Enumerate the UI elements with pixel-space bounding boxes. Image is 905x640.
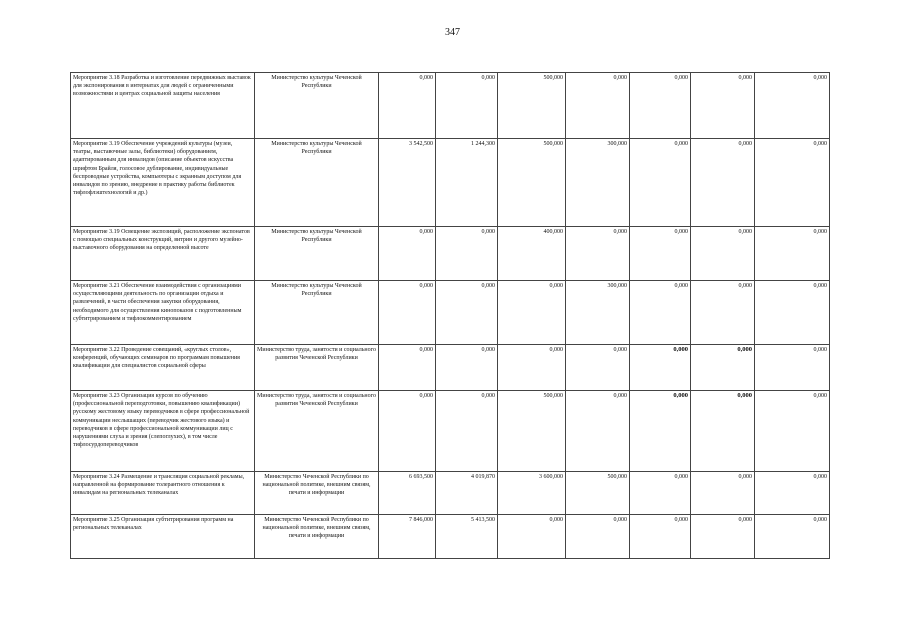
value-cell: 0,000 [566, 227, 630, 281]
value-cell: 0,000 [630, 281, 691, 345]
value-cell: 0,000 [755, 73, 830, 139]
value-cell: 0,000 [498, 515, 566, 559]
table-row [71, 515, 830, 559]
activity-description: Мероприятие 3.22 Проведение совещаний, «круглых столов», конференций, обучающих семинаров по программам повышения квалификации для специалистов социальной сферы [71, 345, 255, 391]
value-cell: 0,000 [436, 281, 498, 345]
responsible-organization: Министерство труда, занятости и социального развития Чеченской Республики [255, 391, 379, 472]
value-cell: 0,000 [755, 345, 830, 391]
value-cell: 0,000 [379, 391, 436, 472]
value-cell: 0,000 [691, 472, 755, 515]
table-row [71, 73, 830, 139]
program-activities-table [70, 72, 830, 559]
value-cell: 400,000 [498, 227, 566, 281]
value-cell: 500,000 [566, 472, 630, 515]
value-cell: 0,000 [436, 227, 498, 281]
value-cell: 0,000 [630, 515, 691, 559]
value-cell: 6 693,500 [379, 472, 436, 515]
value-cell: 0,000 [691, 345, 755, 391]
value-cell: 300,000 [566, 281, 630, 345]
value-cell: 0,000 [691, 281, 755, 345]
page-number: 347 [445, 27, 460, 38]
value-cell: 0,000 [379, 345, 436, 391]
activity-description: Мероприятие 3.24 Размещение и трансляция социальной рекламы, направленной на формирование толерантного отношения к инвалидам на региональных телеканалах [71, 472, 255, 515]
value-cell: 0,000 [755, 281, 830, 345]
value-cell: 0,000 [379, 281, 436, 345]
activity-description: Мероприятие 3.18 Разработка и изготовление передвижных выставок для экспонирования в интернатах для людей с ограниченными возможностями и центрах социальной защиты населения [71, 73, 255, 139]
value-cell: 0,000 [691, 227, 755, 281]
responsible-organization: Министерство культуры Чеченской Республики [255, 139, 379, 227]
value-cell: 0,000 [566, 345, 630, 391]
responsible-organization: Министерство культуры Чеченской Республики [255, 227, 379, 281]
value-cell: 500,000 [498, 139, 566, 227]
value-cell: 0,000 [630, 73, 691, 139]
table-row [71, 227, 830, 281]
value-cell: 0,000 [436, 73, 498, 139]
value-cell: 0,000 [566, 391, 630, 472]
responsible-organization: Министерство Чеченской Республики по национальной политике, внешним связям, печати и информации [255, 472, 379, 515]
value-cell: 0,000 [691, 139, 755, 227]
value-cell: 0,000 [755, 472, 830, 515]
value-cell: 0,000 [755, 515, 830, 559]
value-cell: 500,000 [498, 391, 566, 472]
activity-description: Мероприятие 3.19 Обеспечение учреждений культуры (музеи, театры, выставочные залы, библиотеки) оборудованием, адаптированным для инвалидов (описание объектов искусства шрифтом Брайля, голосовое дублирование, индивидуальные беспроводные устройства, компьютеры с экранным доступом для инвалидов по зрению, внедрение в практику работы библиотек тифлофлэштехнологий и др.) [71, 139, 255, 227]
table-row [71, 345, 830, 391]
responsible-organization: Министерство культуры Чеченской Республики [255, 73, 379, 139]
value-cell: 0,000 [498, 281, 566, 345]
value-cell: 0,000 [691, 391, 755, 472]
value-cell: 0,000 [691, 515, 755, 559]
value-cell: 0,000 [436, 391, 498, 472]
value-cell: 0,000 [691, 73, 755, 139]
value-cell: 0,000 [630, 345, 691, 391]
value-cell: 500,000 [498, 73, 566, 139]
value-cell: 0,000 [630, 227, 691, 281]
table-row [71, 391, 830, 472]
value-cell: 0,000 [566, 515, 630, 559]
value-cell: 3 600,000 [498, 472, 566, 515]
value-cell: 0,000 [498, 345, 566, 391]
activity-description: Мероприятие 3.23 Организация курсов по обучению (профессиональной переподготовки, повышению квалификации) русскому жестовому языку переводчиков в сфере профессиональной коммуникации неслышащих (переводчик жестового языка) и переводчиков в сфере профессиональной коммуникации лиц с нарушениями слуха и зрения (слепоглухих), в том числе тифлосурдопереводчиков [71, 391, 255, 472]
value-cell: 0,000 [630, 139, 691, 227]
value-cell: 4 019,870 [436, 472, 498, 515]
value-cell: 1 244,300 [436, 139, 498, 227]
value-cell: 3 542,500 [379, 139, 436, 227]
value-cell: 5 413,500 [436, 515, 498, 559]
value-cell: 7 846,000 [379, 515, 436, 559]
value-cell: 0,000 [379, 227, 436, 281]
activity-description: Мероприятие 3.25 Организация субтитрирования программ на региональных телеканалах [71, 515, 255, 559]
value-cell: 0,000 [630, 472, 691, 515]
value-cell: 0,000 [379, 73, 436, 139]
value-cell: 0,000 [566, 73, 630, 139]
responsible-organization: Министерство Чеченской Республики по национальной политике, внешним связям, печати и информации [255, 515, 379, 559]
value-cell: 0,000 [755, 391, 830, 472]
value-cell: 0,000 [436, 345, 498, 391]
table-row [71, 139, 830, 227]
activity-description: Мероприятие 3.21 Обеспечение взаимодействия с организациями осуществляющими деятельность по организации отдыха и развлечений, в части обеспечения закупки оборудования, необходимого для осуществления кинопоказов с подготовленным субтитрированием и тифлокомментированием [71, 281, 255, 345]
responsible-organization: Министерство труда, занятости и социального развития Чеченской Республики [255, 345, 379, 391]
activity-description: Мероприятие 3.19 Освещение экспозиций, расположение экспонатов с помощью специальных конструкций, витрин и другого музейно-выставочного оборудования на определенной высоте [71, 227, 255, 281]
responsible-organization: Министерство культуры Чеченской Республики [255, 281, 379, 345]
table-row [71, 472, 830, 515]
value-cell: 0,000 [755, 227, 830, 281]
value-cell: 0,000 [630, 391, 691, 472]
value-cell: 0,000 [755, 139, 830, 227]
table-row [71, 281, 830, 345]
value-cell: 300,000 [566, 139, 630, 227]
